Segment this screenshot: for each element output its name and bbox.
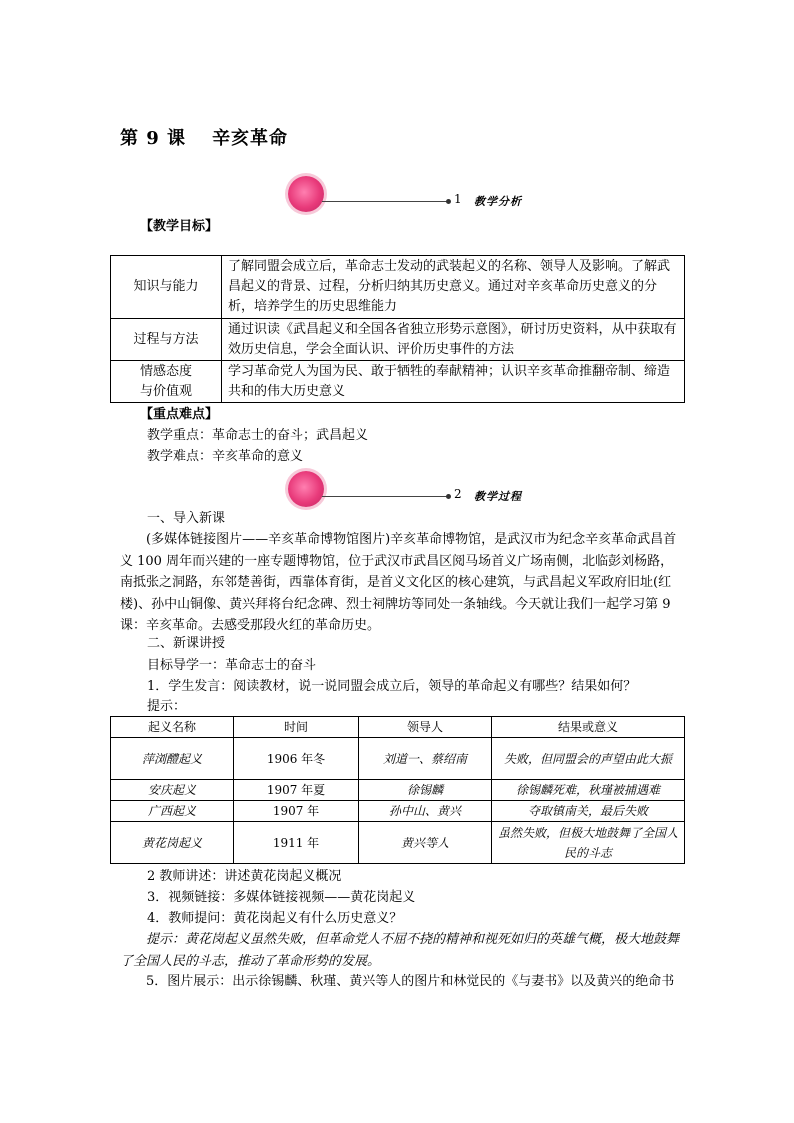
item5: 5．图片展示：出示徐锡麟、秋瑾、黄兴等人的图片和林觉民的《与妻书》以及黄兴的绝命书: [146, 974, 675, 989]
difficulty-text: 教学难点：辛亥革命的意义: [147, 449, 304, 464]
goals-table: [110, 255, 685, 403]
section-header-analysis: [288, 176, 548, 216]
hint2-paragraph: 提示：黄花岗起义虽然失败，但革命党人不屈不挠的精神和视死如归的英雄气概，极大地鼓舞了全国人民的斗志，推动了革命形势的发展。: [120, 932, 680, 969]
item3: 3．视频链接：多媒体链接视频——黄花岗起义: [147, 890, 416, 905]
table-row: [111, 822, 685, 864]
section-number: 1: [454, 192, 462, 206]
table-cell: 虽然失败，但极大地鼓舞了全国人民的斗志: [492, 822, 685, 864]
goal-value: 学习革命党人为国为民、敢于牺牲的奉献精神；认识辛亥革命推翻帝制、缔造共和的伟大历史意义: [222, 361, 685, 403]
table-cell: 刘道一、蔡绍南: [359, 738, 492, 780]
lesson-number: 第 9 课: [120, 128, 187, 149]
table-cell: 1906 年冬: [234, 738, 359, 780]
intro-heading: 一、导入新课: [147, 511, 226, 526]
goal-value: 通过识读《武昌起义和全国各省独立形势示意图》，研讨历史资料，从中获取有效历史信息，学会全面认识、评价历史事件的方法: [222, 319, 685, 361]
goal-key-line2: 与价值观: [139, 383, 192, 399]
table-header-row: [111, 717, 685, 738]
column-header: 领导人: [359, 717, 492, 738]
lesson-name: 辛亥革命: [212, 128, 289, 149]
table-cell: 1907 年夏: [234, 780, 359, 801]
uprisings-table: [110, 716, 685, 864]
goal-key: [111, 361, 222, 403]
pink-circle-icon: [288, 176, 324, 212]
goals-heading: 【教学目标】: [140, 219, 219, 234]
table-cell: 失败，但同盟会的声望由此大振: [492, 738, 685, 780]
divider-line: [322, 201, 448, 202]
goal-key-line1: 情感态度: [139, 363, 192, 379]
table-cell: 黄花岗起义: [111, 822, 234, 864]
table-cell: 徐锡麟: [359, 780, 492, 801]
goal1-heading: 目标导学一：革命志士的奋斗: [147, 658, 317, 673]
table-cell: 夺取镇南关，最后失败: [492, 801, 685, 822]
goal-key: 过程与方法: [111, 319, 222, 361]
table-cell: 徐锡麟死难，秋瑾被捕遇难: [492, 780, 685, 801]
table-cell: 安庆起义: [111, 780, 234, 801]
intro-paragraph: (多媒体链接图片——辛亥革命博物馆图片)辛亥革命博物馆，是武汉市为纪念辛亥革命武昌首义 100 周年而兴建的一座专题博物馆，位于武汉市武昌区阅马场首义广场南侧，北临彭刘杨路，南抵张之洞路，东邻楚善街，西靠体育街，是首义文化区的核心建筑，与武昌起义军政府旧址(红楼)、孙中山铜像、黄兴拜将台纪念碑、烈士祠牌坊等同处一条轴线。今天就让我们一起学习第 9 课：辛亥革命。去感受那段火红的革命历史。: [120, 532, 677, 633]
table-row: [111, 801, 685, 822]
lesson-title: [120, 124, 288, 150]
table-row: [111, 256, 685, 319]
section-label: 教学过程: [474, 490, 522, 503]
table-cell: 1907 年: [234, 801, 359, 822]
new-lesson-heading: 二、新课讲授: [147, 636, 226, 651]
table-row: [111, 780, 685, 801]
keypoints-heading: 【重点难点】: [140, 407, 219, 422]
section-label: 教学分析: [474, 195, 522, 208]
table-row: [111, 361, 685, 403]
table-cell: 孙中山、黄兴: [359, 801, 492, 822]
focus-text: 教学重点：革命志士的奋斗；武昌起义: [147, 428, 369, 443]
table-cell: 黄兴等人: [359, 822, 492, 864]
pink-circle-icon: [288, 471, 324, 507]
divider-line: [322, 496, 448, 497]
table-cell: 萍浏醴起义: [111, 738, 234, 780]
section-number: 2: [454, 487, 462, 501]
table-cell: 1911 年: [234, 822, 359, 864]
item4: 4．教师提问：黄花岗起义有什么历史意义？: [147, 911, 403, 926]
column-header: 起义名称: [111, 717, 234, 738]
table-row: [111, 738, 685, 780]
hint-label: 提示：: [147, 699, 187, 714]
goal-value: 了解同盟会成立后，革命志士发动的武装起义的名称、领导人及影响。了解武昌起义的背景、过程，分析归纳其历史意义。通过对辛亥革命历史意义的分析，培养学生的历史思维能力: [222, 256, 685, 319]
table-row: [111, 319, 685, 361]
table-cell: 广西起义: [111, 801, 234, 822]
column-header: 时间: [234, 717, 359, 738]
column-header: 结果或意义: [492, 717, 685, 738]
item2: 2 教师讲述：讲述黄花岗起义概况: [147, 869, 342, 884]
section-header-process: [288, 471, 548, 511]
goal-key: 知识与能力: [111, 256, 222, 319]
item1: 1．学生发言：阅读教材，说一说同盟会成立后，领导的革命起义有哪些？结果如何？: [147, 679, 637, 694]
